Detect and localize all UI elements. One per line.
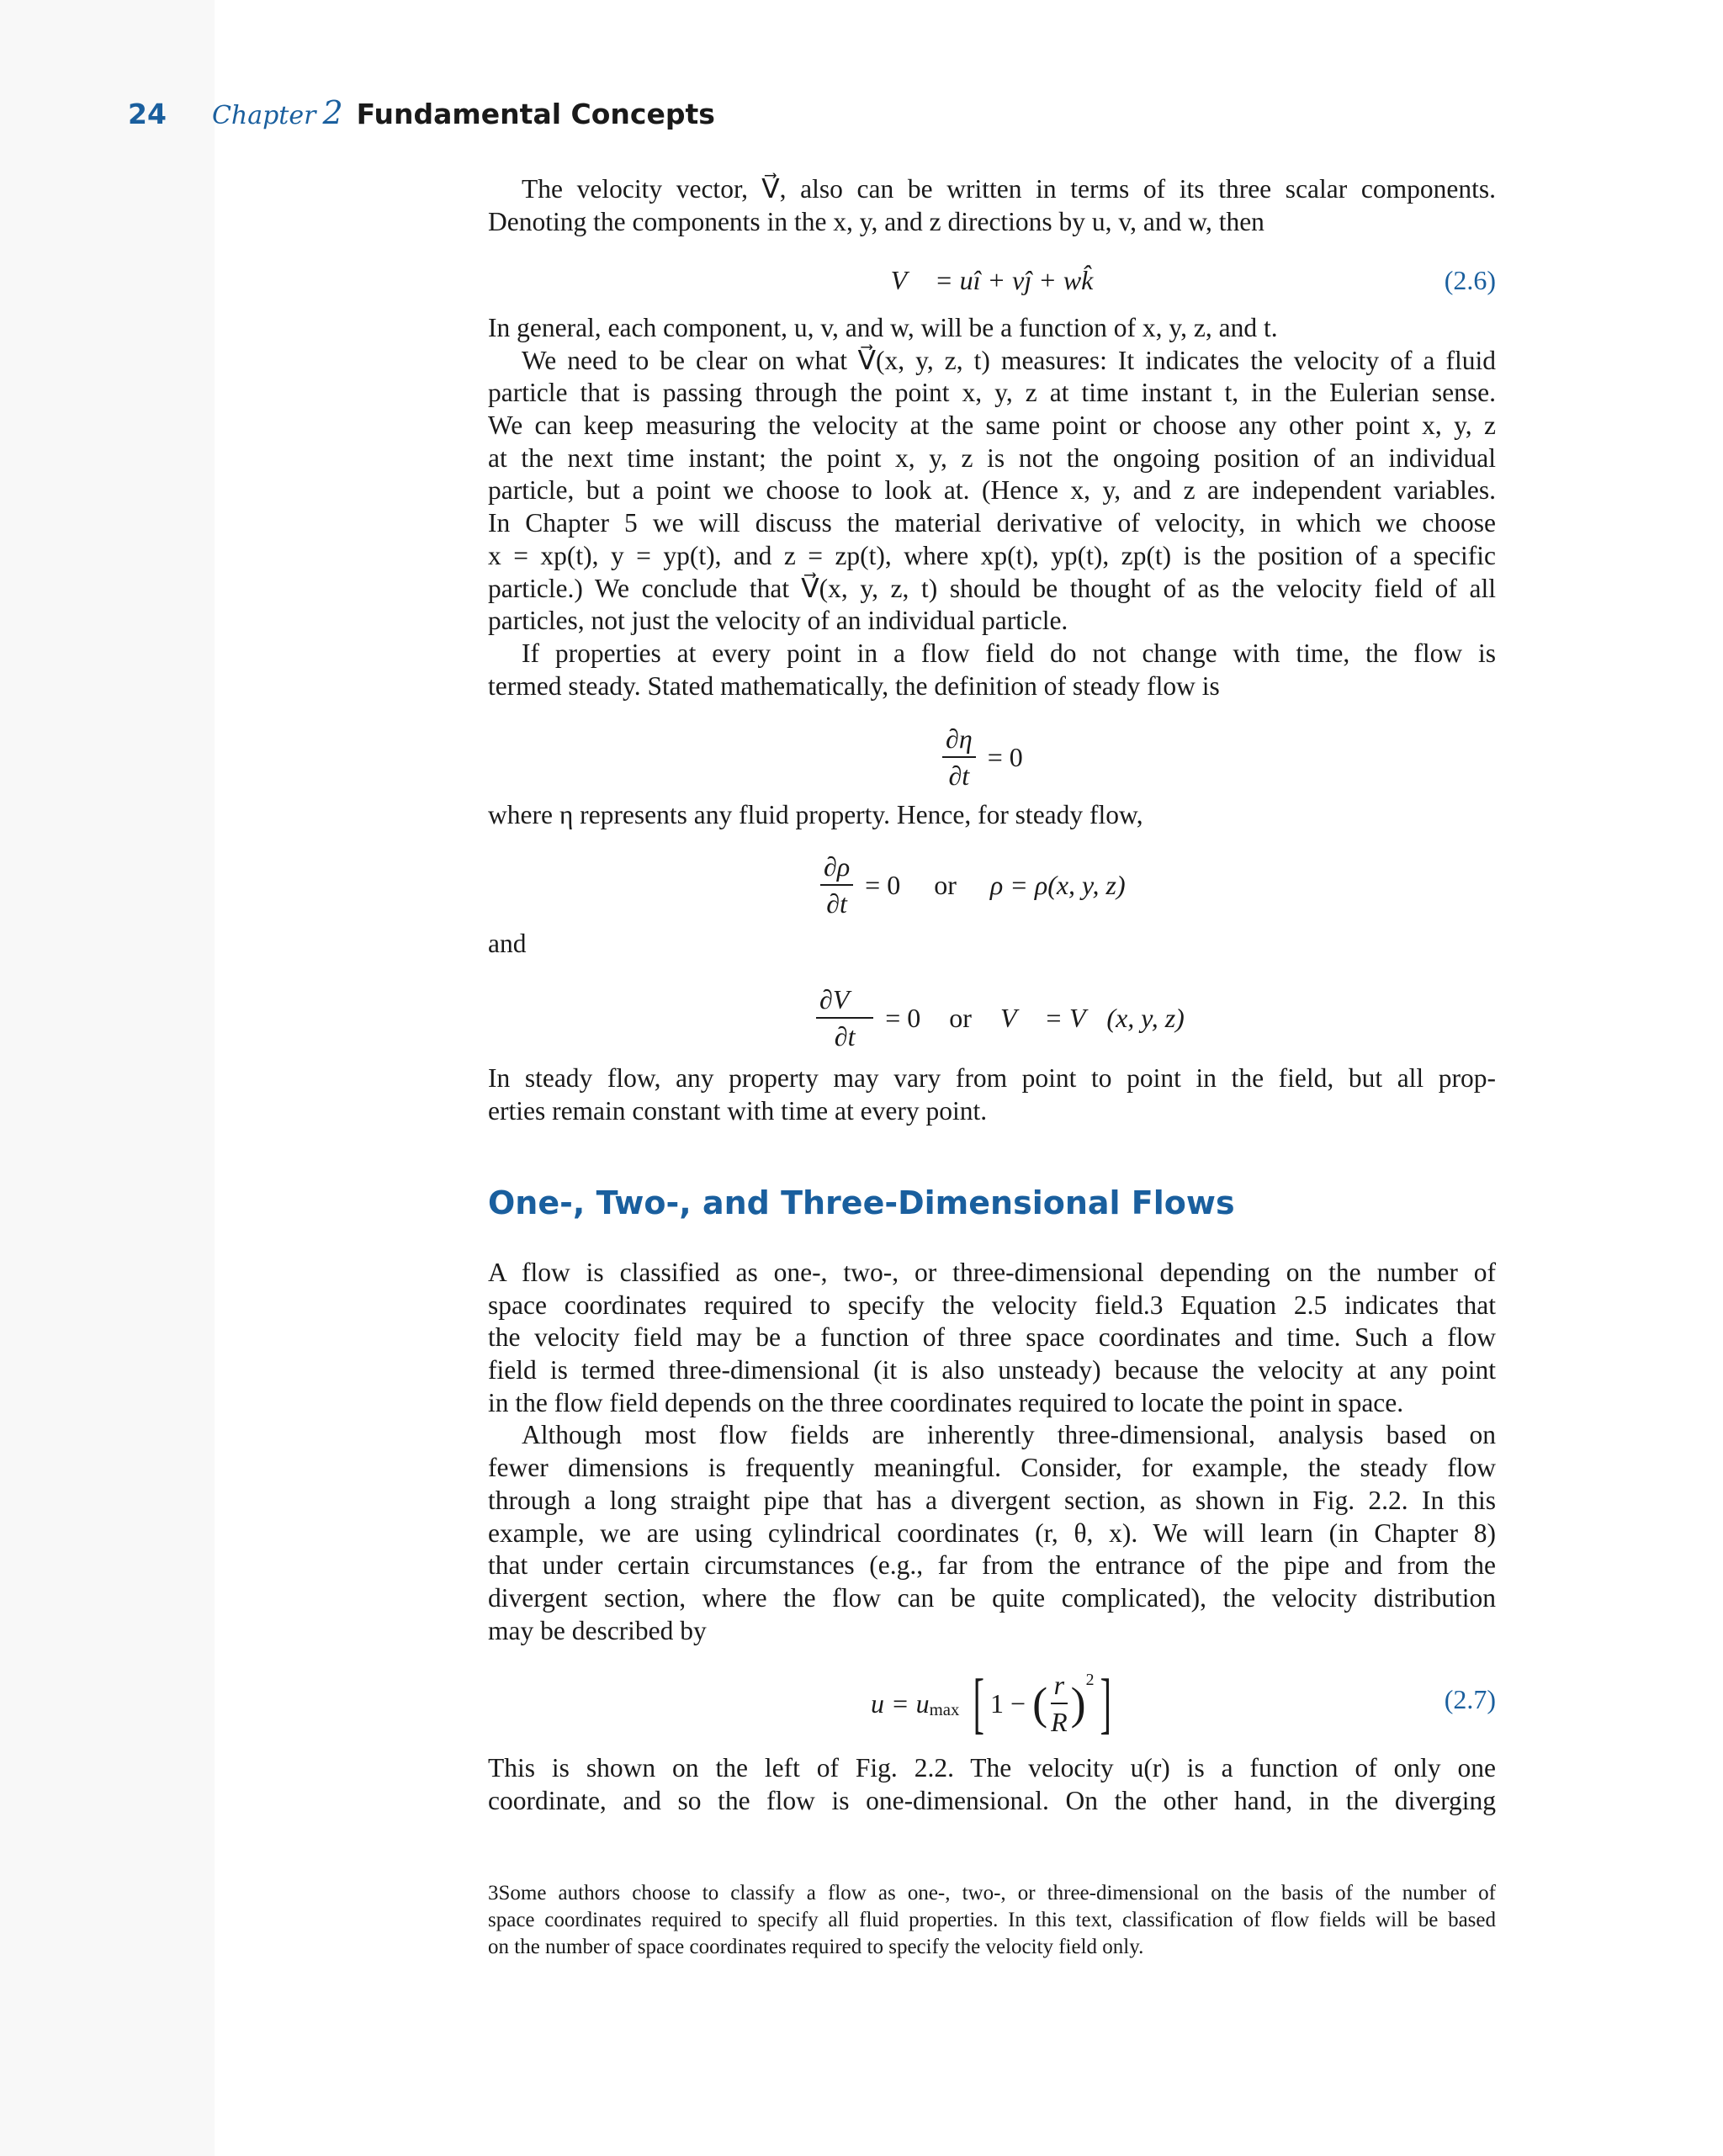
equation-velocity-steady (488, 980, 1496, 1056)
text-line: This is shown on the left of Fig. 2.2. The velocity u(r) is a function of only one (488, 1753, 1496, 1783)
equation-2-6 (488, 261, 1496, 299)
text-line: Denoting the components in the x, y, and z directions by u, v, and w, then (488, 206, 1264, 236)
paragraph-fig-2-2 (488, 1752, 1496, 1817)
text-line: field is termed three-dimensional (it is also unsteady) because the velocity at any point (488, 1355, 1496, 1385)
text-line: We need to be clear on what V⃗(x, y, z, t) measures: It indicates the velocity of a fluid (522, 345, 1496, 375)
fraction-denominator: R (1051, 1707, 1068, 1737)
footnote (488, 1880, 1496, 1961)
text-line: In steady flow, any property may vary from point to point in the field, but all prop- (488, 1063, 1496, 1093)
text-line: Although most flow fields are inherently three-dimensional, analysis based on (522, 1420, 1496, 1450)
equation-number: (2.6) (1444, 265, 1496, 295)
section-heading: One-, Two-, and Three-Dimensional Flows (488, 1184, 1235, 1221)
equation-2-7 (488, 1661, 1496, 1745)
equation-rhs: = 0 (987, 741, 1023, 772)
text-line: We can keep measuring the velocity at the same point or choose any other point x, y, z (488, 411, 1496, 441)
text-line: In Chapter 5 we will discuss the material derivative of velocity, in which we choose (488, 508, 1496, 538)
one-minus: 1 − (990, 1687, 1026, 1719)
text-line: If properties at every point in a flow field do not change with time, the flow is (522, 638, 1496, 668)
equation-rhs: = 0 (865, 869, 901, 900)
text-line: at the next time instant; the point x, y, z is not the ongoing position of an individual (488, 442, 1496, 473)
left-margin-band (0, 0, 215, 2156)
chapter-title: Fundamental Concepts (356, 98, 715, 130)
r-over-R-fraction (1047, 1669, 1071, 1738)
text-line: space coordinates required to specify the velocity field.3 Equation 2.5 indicates that (488, 1290, 1496, 1320)
equation-steady-definition (488, 722, 1496, 792)
text-line: x = xp(t), y = yp(t), and z = zp(t), where xp(t), yp(t), zp(t) is the position of a specific (488, 540, 1496, 570)
text-line: In general, each component, u, v, and w, will be a function of x, y, z, and t. (488, 313, 1278, 342)
text-line: divergent section, where the flow can be quite complicated), the velocity distribution (488, 1582, 1496, 1613)
partial-fraction (942, 723, 976, 792)
text-line: in the flow field depends on the three coordinates required to locate the point in space. (488, 1387, 1404, 1417)
text-line: particle, but a point we choose to look at. (Hence x, y, and z are independent variables. (488, 475, 1496, 506)
text-line: particle.) We conclude that V⃗(x, y, z, t) should be thought of as the velocity field of all (488, 573, 1496, 603)
footnote-line: space coordinates required to specify all fluid properties. In this text, classification of flow fields will be based (488, 1909, 1496, 1931)
paragraph-velocity-components (488, 173, 1496, 238)
equation-lhs: u = u (871, 1687, 930, 1719)
fraction-denominator: ∂t (948, 760, 970, 791)
left-paren: ( (1032, 1678, 1048, 1729)
exponent: 2 (1085, 1670, 1095, 1689)
equation-or: or (949, 1002, 972, 1033)
paragraph-steady-flow (488, 1062, 1496, 1127)
text-line: particle that is passing through the point x, y, z at time instant t, in the Eulerian sense. (488, 378, 1496, 408)
page-number: 24 (128, 98, 167, 130)
text-line: where η represents any fluid property. Hence, for steady flow, (488, 800, 1143, 829)
paragraph-eulerian-velocity (488, 312, 1496, 702)
equation-or: or (934, 869, 957, 900)
subscript-max: max (929, 1700, 960, 1719)
footnote-line: 3Some authors choose to classify a flow as one-, two-, or three-dimensional on the basis of the number of (488, 1882, 1496, 1904)
chapter-label: Chapter (211, 101, 316, 130)
text-line: erties remain constant with time at every point. (488, 1095, 988, 1126)
equation-alt: ρ = ρ(x, y, z) (989, 869, 1126, 900)
equation-alt: V⃗ = V⃗(x, y, z) (999, 1002, 1185, 1033)
partial-fraction (820, 850, 853, 919)
equation-rhs: = 0 (885, 1002, 921, 1033)
fraction-denominator: ∂t (826, 888, 847, 919)
fraction-numerator: r (1051, 1669, 1068, 1704)
paragraph-flow-dimensions (488, 1257, 1496, 1647)
text-line: example, we are using cylindrical coordinates (r, θ, x). We will learn (in Chapter 8) (488, 1518, 1496, 1548)
running-header (128, 94, 715, 136)
text-line: through a long straight pipe that has a divergent section, as shown in Fig. 2.2. In this (488, 1485, 1496, 1515)
fraction-denominator: ∂t (834, 1021, 856, 1052)
text-line: coordinate, and so the flow is one-dimensional. On the other hand, in the diverging (488, 1785, 1496, 1815)
equation-density-steady (488, 850, 1496, 920)
right-paren: ) (1070, 1678, 1086, 1729)
footnote-line: on the number of space coordinates required to specify the velocity field only. (488, 1936, 1144, 1958)
equation-body: V⃗ = uî + vĵ + wk̂ (890, 265, 1094, 295)
text-line: the velocity field may be a function of three space coordinates and time. Such a flow (488, 1322, 1496, 1353)
left-bracket: [ (973, 1666, 985, 1740)
right-bracket: ] (1100, 1666, 1111, 1740)
fraction-numerator: ∂η (942, 723, 976, 758)
text-line: that under certain circumstances (e.g., far from the entrance of the pipe and from the (488, 1550, 1496, 1581)
text-line: particles, not just the velocity of an individual particle. (488, 606, 1068, 636)
chapter-number: 2 (322, 94, 343, 131)
partial-fraction (816, 983, 873, 1052)
fraction-numerator: ∂ρ (820, 850, 853, 886)
paragraph-where-eta (488, 799, 1496, 832)
text-line: fewer dimensions is frequently meaningful. Consider, for example, the steady flow (488, 1453, 1496, 1483)
paragraph-and (488, 928, 1496, 961)
text-line: and (488, 929, 527, 958)
text-line: may be described by (488, 1615, 707, 1645)
text-line: A flow is classified as one-, two-, or three-dimensional depending on the number of (488, 1258, 1496, 1287)
text-line: termed steady. Stated mathematically, the definition of steady flow is (488, 670, 1220, 701)
text-line: The velocity vector, V⃗, also can be written in terms of its three scalar components. (522, 174, 1496, 204)
fraction-numerator: ∂V⃗ (816, 983, 873, 1019)
equation-number: (2.7) (1444, 1684, 1496, 1714)
